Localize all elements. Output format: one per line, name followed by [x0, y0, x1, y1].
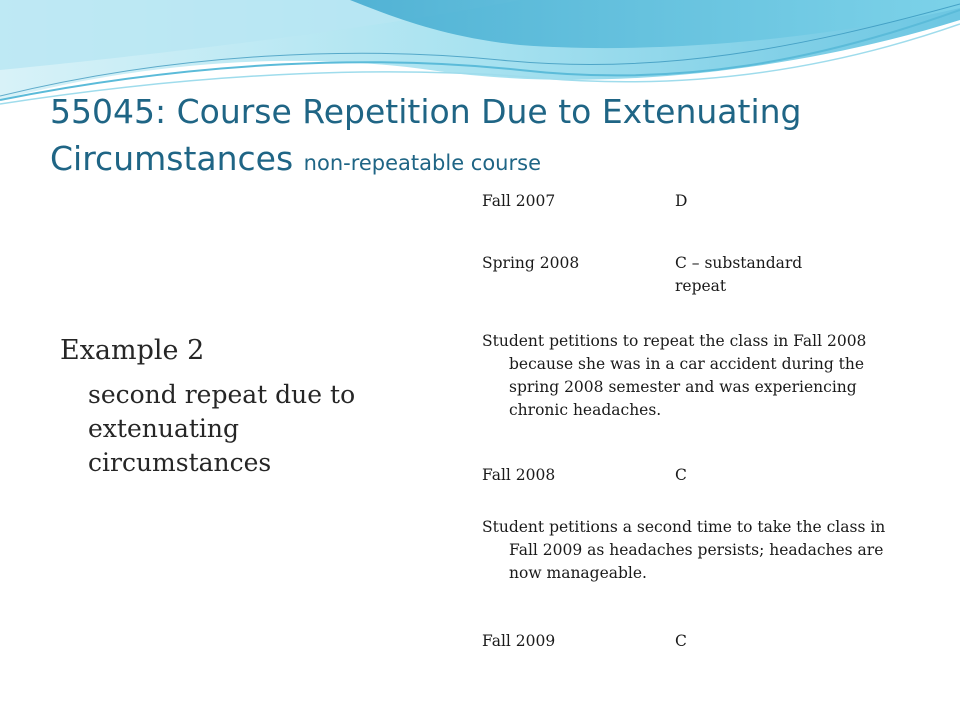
timeline-term: Fall 2008 [482, 466, 556, 484]
timeline-grade: D [675, 192, 688, 210]
petition-text: Student petitions to repeat the class in Fall 2008 because she was in a car accident during the spring 2008 semester and was experiencing chronic headaches. [482, 332, 867, 419]
timeline-grade: C – substandard repeat [675, 254, 803, 295]
timeline-grade: C [675, 466, 687, 484]
petition-text: Student petitions a second time to take the class in Fall 2009 as headaches persists; headaches are now manageable. [482, 518, 886, 582]
timeline-term: Fall 2007 [482, 192, 556, 210]
timeline-grade: C [675, 632, 687, 650]
slide-title-sub: non-repeatable course [303, 151, 541, 175]
example-description: second repeat due to extenuating circumstances [88, 380, 356, 477]
timeline-term: Spring 2008 [482, 254, 580, 272]
example-heading: Example 2 [60, 335, 205, 366]
timeline-term: Fall 2009 [482, 632, 556, 650]
slide-title [50, 88, 920, 187]
example-panel [60, 332, 390, 480]
slide-title-main: 55045: Course Repetition Due to Extenuating Circumstances [50, 92, 802, 178]
